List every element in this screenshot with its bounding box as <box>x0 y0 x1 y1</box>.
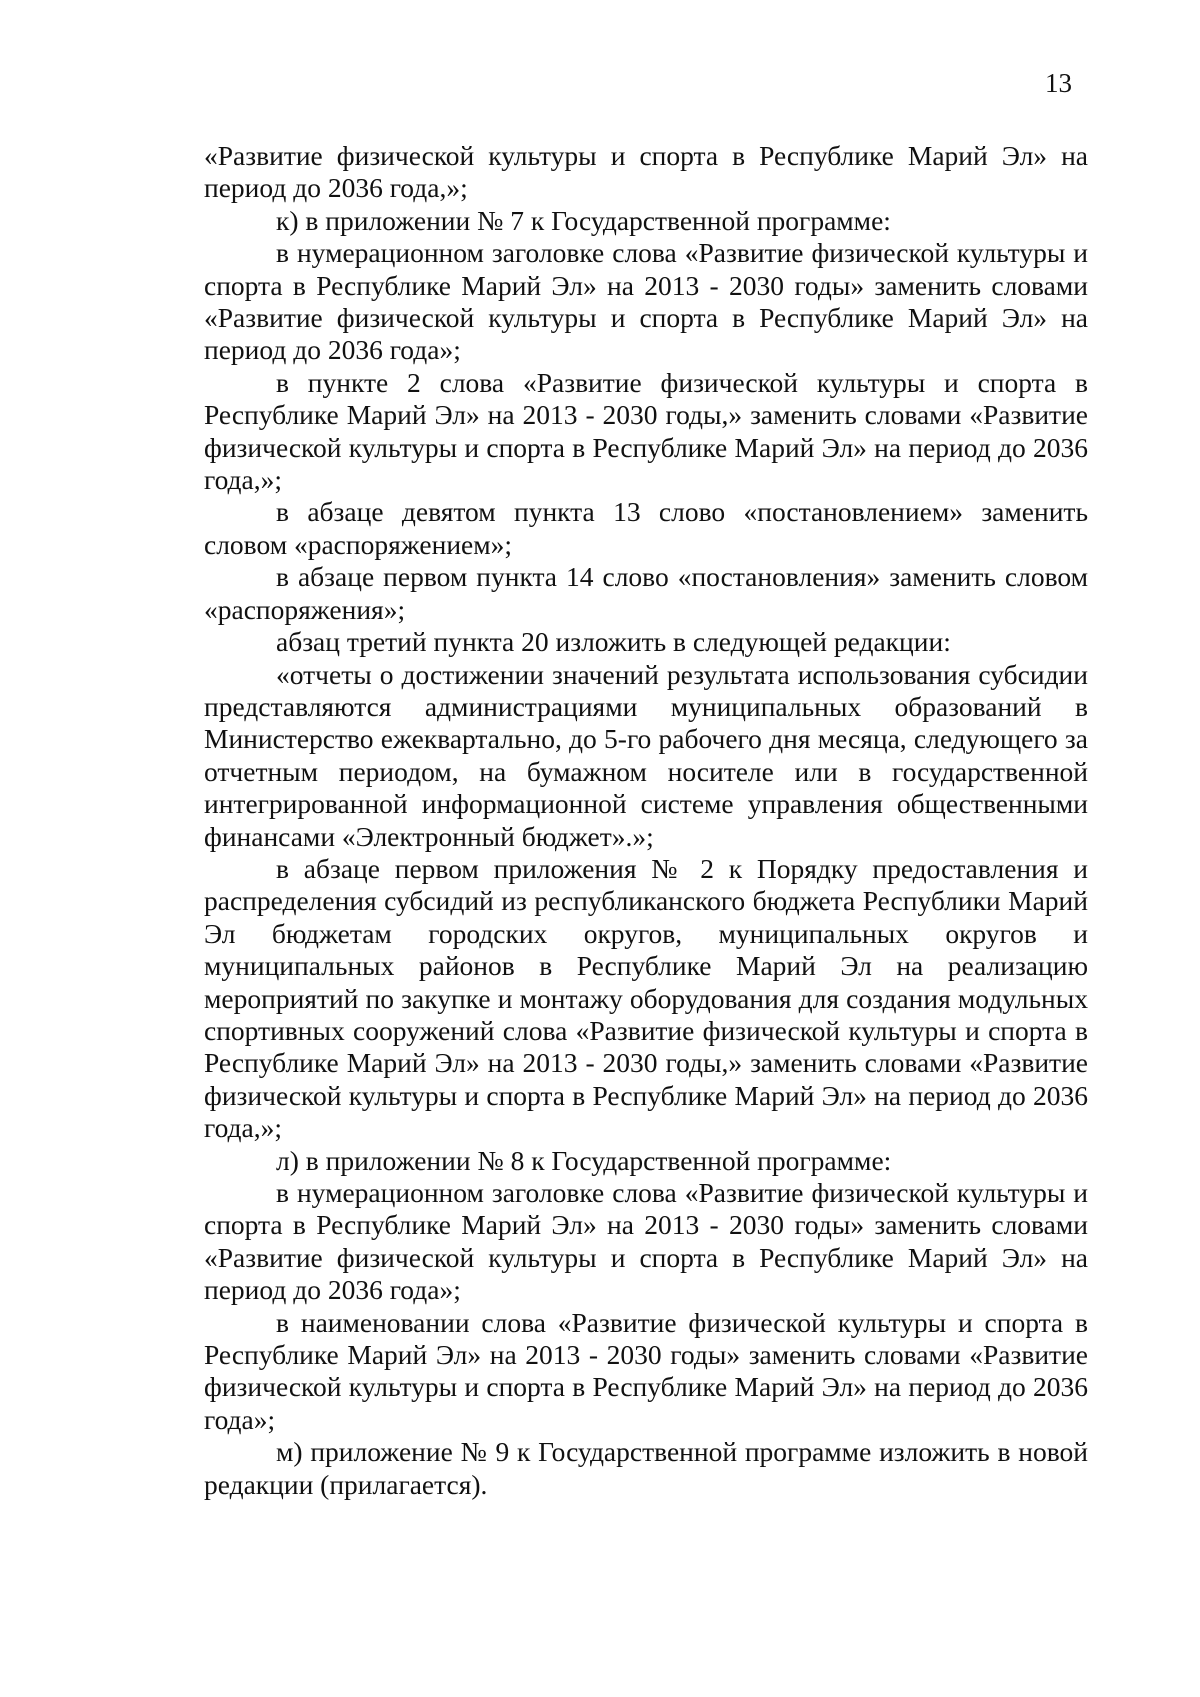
paragraph-item-l: л) в приложении № 8 к Государственной программе: <box>276 1144 892 1176</box>
paragraph-quote: «отчеты о достижении значений результата использования субсидии представляются администрациями муниципальных образований в Министерство ежеквартально, до 5-го рабочего дня месяца, следующего за отчетным периодом, на бумажном носителе или в государственной интегрированной информационной системе управления общественными финансами «Электронный бюджет».»; <box>204 658 1088 852</box>
paragraph: в пункте 2 слова «Развитие физической культуры и спорта в Республике Марий Эл» на 2013 - 2030 годы,» заменить словами «Развитие физической культуры и спорта в Республике Марий Эл» на период до 2036 года,»; <box>204 366 1088 496</box>
paragraph: в абзаце первом пункта 14 слово «постановления» заменить словом «распоряжения»; <box>204 561 1088 625</box>
paragraph: в абзаце девятом пункта 13 слово «постановлением» заменить словом «распоряжением»; <box>204 496 1088 560</box>
paragraph: в нумерационном заголовке слова «Развитие физической культуры и спорта в Республике Марий Эл» на 2013 - 2030 годы» заменить словами «Развитие физической культуры и спорта в Республике Марий Эл» на период до 2036 года»; <box>204 1177 1088 1306</box>
paragraph-item-m: м) приложение № 9 к Государственной программе изложить в новой редакции (прилагается). <box>204 1436 1088 1500</box>
paragraph: абзац третий пункта 20 изложить в следующей редакции: <box>276 626 951 658</box>
paragraph: в абзаце первом приложения № 2 к Порядку предоставления и распределения субсидий из республиканского бюджета Республики Марий Эл бюджетам городских округов, муниципальных округов и муниципальных районов в Республике Марий Эл на реализацию мероприятий по закупке и монтажу оборудования для создания модульных спортивных сооружений слова «Развитие физической культуры и спорта в Республике Марий Эл» на 2013 - 2030 годы,» заменить словами «Развитие физической культуры и спорта в Республике Марий Эл» на период до 2036 года,»; <box>204 852 1088 1144</box>
document-body <box>204 140 1088 1501</box>
page-number: 13 <box>1045 68 1072 98</box>
paragraph: в нумерационном заголовке слова «Развитие физической культуры и спорта в Республике Марий Эл» на 2013 - 2030 годы» заменить словами «Развитие физической культуры и спорта в Республике Марий Эл» на период до 2036 года»; <box>204 237 1088 366</box>
paragraph: в наименовании слова «Развитие физической культуры и спорта в Республике Марий Эл» на 2013 - 2030 годы» заменить словами «Развитие физической культуры и спорта в Республике Марий Эл» на период до 2036 года»; <box>204 1306 1088 1435</box>
paragraph-continuation: «Развитие физической культуры и спорта в Республике Марий Эл» на период до 2036 года,»; <box>204 140 1088 204</box>
paragraph-item-k: к) в приложении № 7 к Государственной программе: <box>276 204 891 236</box>
